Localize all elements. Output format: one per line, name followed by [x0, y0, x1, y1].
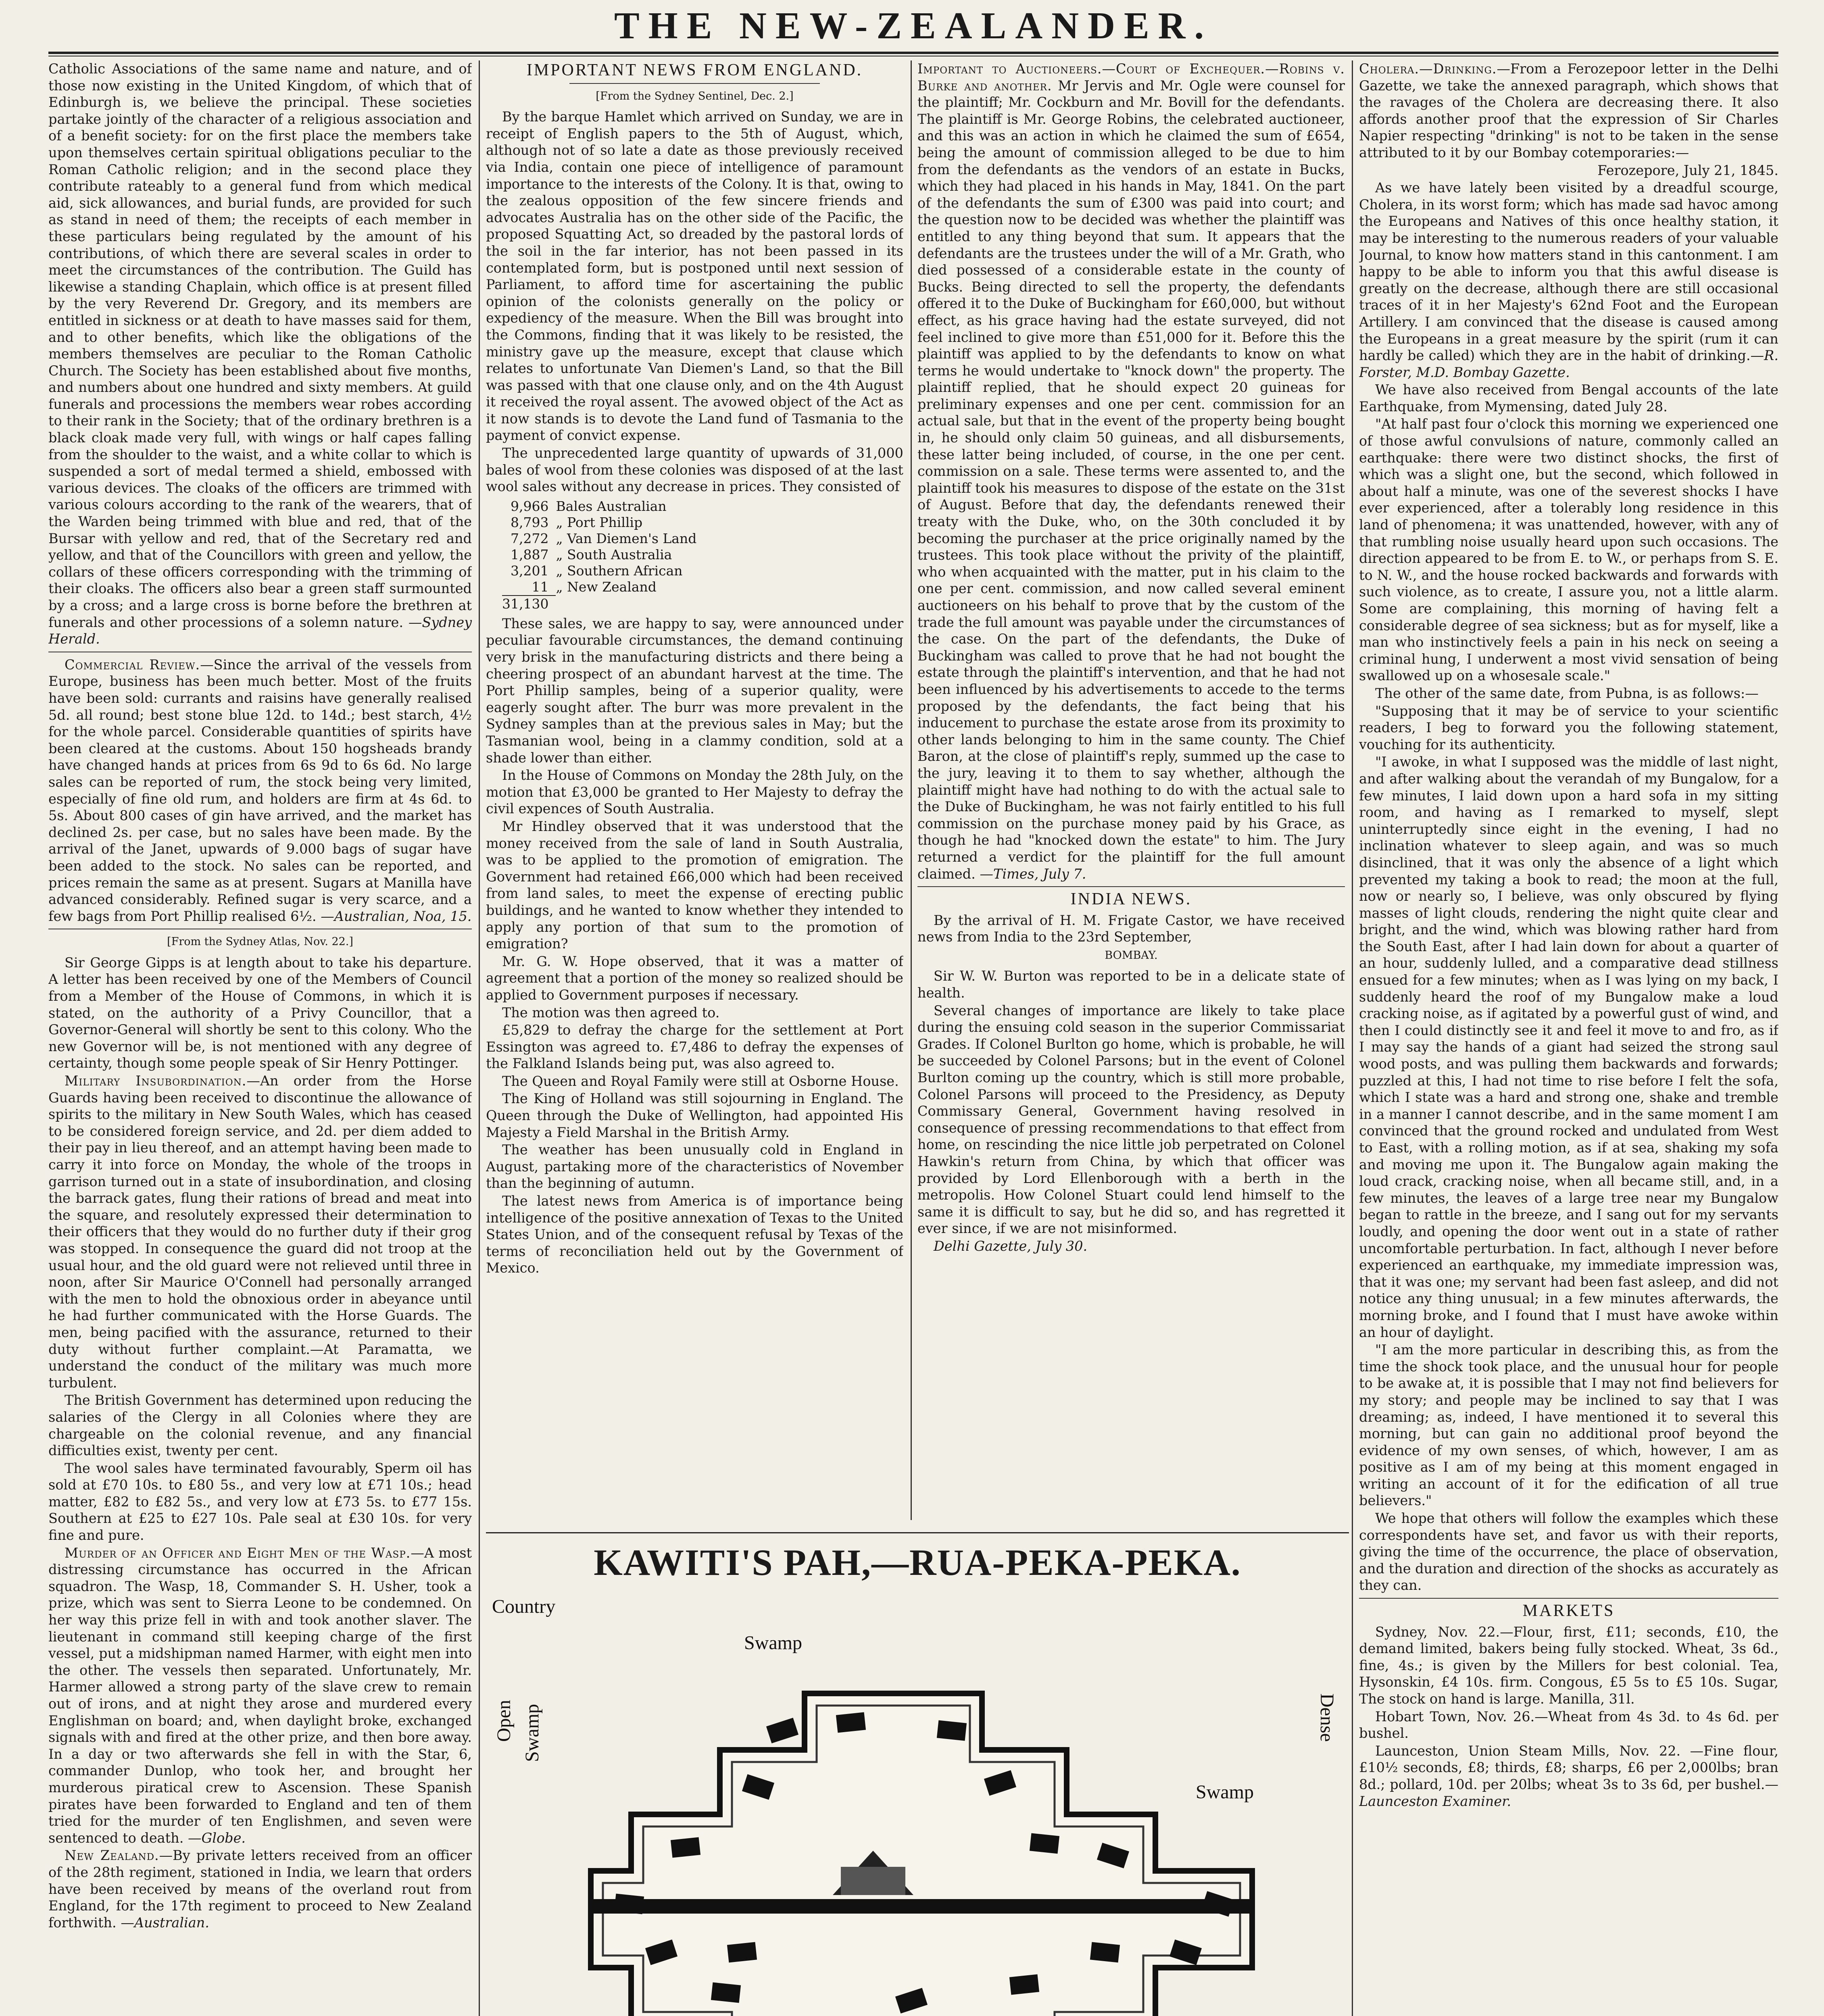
- paragraph: We hope that others will follow the examples which these correspondents have set, and favor us with their reports, giving the time of the occurrence, the place of observation, and the duration and direction of the shocks as accurately as they can.: [1359, 1510, 1778, 1593]
- india-news-heading: INDIA NEWS.: [1070, 890, 1192, 909]
- shelter-hole: [727, 1942, 757, 1962]
- shelter-hole: [836, 1712, 866, 1733]
- sales-count: 8,793: [510, 514, 549, 530]
- pah-plan-drawing: [486, 1589, 1349, 2016]
- shelter-hole: [937, 1720, 967, 1741]
- subheading-bombay: BOMBAY.: [1105, 949, 1158, 962]
- paragraph: The unprecedented large quantity of upwards of 31,000 bales of wool from these colonies was disposed of at the last wool sales without any decrease in prices. They consisted of: [486, 445, 903, 495]
- paragraph: By the arrival of H. M. Frigate Castor, we have received news from India to the 23rd September,: [917, 912, 1345, 945]
- markets-heading: MARKETS: [1522, 1602, 1615, 1620]
- sales-origin: „ Southern African: [556, 562, 683, 579]
- separator: [917, 886, 1345, 887]
- label-swamp: Swamp: [744, 1632, 802, 1654]
- paragraph: Mr. G. W. Hope observed, that it was a matter of agreement that a portion of the money so realized should be applied to Government purposes if necessary.: [486, 953, 903, 1003]
- separator: [1359, 1598, 1778, 1599]
- military-article: Military Insubordination.—An order from the Horse Guards having been received to discontinue the allowance of spirits to the military in New South Wales, which has ceased to be considered foreign service, and 2d. per diem added to their pay in lieu thereof, and an attempt having been made to carry it into force on Monday, the whole of the troops in garrison turned out in a state of insubordination, and closing the barrack gates, flung their rations of bread and meat into the square, and resolutely expressed their determination to their officers that they would do no further duty if their grog was stopped. In consequence the guard did not troop at the usual hour, and the old guard were not relieved until three in noon, after Sir Maurice O'Connell had personally arranged with the men to hold the obnoxious order in abeyance until he had further communicated with the Horse Guards. The men, being pacified with the assurance, returned to their duty without further complaint.—At Paramatta, we understand the conduct of the military was much more turbulent.: [48, 1073, 472, 1391]
- label-open: Open: [493, 1700, 515, 1742]
- paragraph: These sales, we are happy to say, were announced under peculiar favourable circumstances, the demand continuing very brisk in the manufacturing districts and there being a cheering prospect of an abundant harvest at the time. The Port Phillip samples, being of a superior quality, were eagerly sought after. The burr was more prevalent in the Sydney samples than at the previous sales in May; but the Tasmanian wool, being in a clammy condition, sold at a shade lower than either.: [486, 615, 903, 766]
- sales-row: [502, 579, 704, 596]
- source-line: [From the Sydney Atlas, Nov. 22.]: [167, 935, 353, 948]
- paragraph: The King of Holland was still sojourning in England. The Queen through the Duke of Wellington, had appointed His Majesty a Field Marshal in the British Army.: [486, 1091, 903, 1140]
- paragraph: Sir W. W. Burton was reported to be in a delicate state of health.: [917, 968, 1345, 1001]
- sales-row: [502, 547, 704, 563]
- wool-article: The wool sales have terminated favourably, Sperm oil has sold at £70 10s. to £80 5s., and very low at £71 10s.; head matter, £82 to £82 5s., and very low at £73 5s. to £77 15s. Southern at £25 to £27 10s. Pale seal at £30 10s. for very fine and pure.: [48, 1460, 472, 1543]
- paragraph: We have also received from Bengal accounts of the late Earthquake, from Mymensing, dated July 28.: [1359, 382, 1778, 414]
- gipps-article: Sir George Gipps is at length about to take his departure. A letter has been received by one of the Members of Council from a Member of the House of Commons, in which it is stated, on the authority of a Privy Councillor, that a Governor-General will shortly be sent to this colony. Who the new Governor will be, is not mentioned with any degree of certainty, though some people speak of Sir Henry Pottinger.: [48, 954, 472, 1071]
- paragraph: The weather has been unusually cold in England in August, partaking more of the characteristics of November than the beginning of autumn.: [486, 1142, 903, 1191]
- sales-count: 11: [532, 579, 549, 595]
- column-1: [48, 60, 472, 2016]
- paragraph: As we have lately been visited by a dreadful scourge, Cholera, in its worst form; which has made sad havoc among the Europeans and Natives of this once healthy station, it may be interesting to the numerous readers of your valuable Journal, to know how matters stand in this cantonment. I am happy to be able to inform you that this awful disease is greatly on the decrease, although there are still occasional traces of it in her Majesty's 62nd Foot and the European Artillery. I am convinced that the disease is caused among the Europeans in a great measure by the spirit (rum it can hardly be called) which they are in the habit of drinking.—R. Forster, M.D. Bombay Gazette.: [1359, 180, 1778, 380]
- shelter-hole: [766, 1718, 798, 1743]
- shelter-hole: [1090, 1942, 1120, 1962]
- sales-count: 1,887: [510, 546, 549, 562]
- shelter-hole: [671, 1837, 700, 1858]
- guild-article: Catholic Associations of the same name and nature, and of those now existing in the United Kingdom, of which that of Edinburgh is, we believe the principal. These societies partake jointly of the character of a religious association and of a benefit society: for on the first place the members take upon themselves certain spiritual obligations peculiar to the Roman Catholic religion; and in the second place they contribute rateably to a general fund from which medical aid, sick allowances, and burial funds, are provided for such as stand in need of them; the receipts of each member in these particulars being regulated by the amount of his contributions, of which there are several scales in order to meet the circumstances of the contribution. The Guild has likewise a standing Chaplain, which office is at present filled by the very Reverend Dr. Gregory, and its members are entitled in sickness or at death to have masses said for them, and to other benefits, which like the obligations of the members themselves are peculiar to the Roman Catholic Church. The Society has been established about five months, and numbers about one hundred and sixty members. At guild funerals and processions the members wear robes according to their rank in the Society; that of the ordinary brethren is a black cloak made very full, with wings or half capes falling from the shoulder to the waist, and a white collar to which is suspended a sort of medal termed a shield, embossed with various devices. The cloaks of the officers are trimmed with various colours according to the rank of the wearers, that of the Warden being trimmed with blue and red, that of the Bursar with yellow and red, that of the Secretary red and yellow, and that of the Councillors with green and yellow, the collars of these officers corresponding with the trimming of their cloaks. The officers also bear a green staff surmounted by a cross; and a large cross is borne before the brethren at funerals and other processions of a solemn nature. —Sydney Herald.: [48, 61, 472, 647]
- paragraph: "At half past four o'clock this morning we experienced one of those awful convulsions of nature, commonly called an earthquake: there were two distinct shocks, the first of which was a slight one, but the second, which followed in about half a minute, was one of the severest shocks I have ever experienced, after a tolerably long residence in this land of phenomena; it was unattended, however, with any of that rumbling noise usually heard upon such occasions. The direction appeared to be from E. to W., or perhaps from S. E. to N. W., and the house rocked backwards and forwards with such violence, as to create, I assure you, not a little alarm. Some are complaining, this morning of having felt a considerable degree of sea sickness; but as for myself, like a man who instinctively feels a pain in his neck on seeing a criminal hung, I underwent a most vivid sensation of being swallowed up on a whosesale scale.": [1359, 416, 1778, 684]
- sales-origin: Bales Australian: [556, 498, 667, 514]
- sales-origin: „ Port Phillip: [556, 514, 643, 530]
- commercial-review: Commercial Review.—Since the arrival of the vessels from Europe, business has been much better. Most of the fruits have been sold: currants and raisins have generally realised 5d. all round; best stone blue 12d. to 14d.; best starch, 4½ for the whole parcel. Considerable quantities of spirits have been cleared at the customs. About 150 hogsheads brandy have changed hands at prices from 6s 9d to 6s 6d. No large sales can be reported of rum, the stock being very limited, especially of fine old rum, and holders are firm at 4s 6d. to 5s. About 800 cases of gin have arrived, and the market has declined 2s. per case, but no sales have been made. By the arrival of the Janet, upwards of 9.000 bags of sugar have been added to the stock. No sales can be reported, and prices remain the same as at present. Sugars at Manilla have advanced considerably. Refined sugar is very scarce, and a few bags from Port Phillip realised 6½. —Australian, Noa, 15.: [48, 656, 472, 924]
- sales-origin: „ Van Diemen's Land: [556, 530, 697, 546]
- paragraph: "I awoke, in what I supposed was the middle of last night, and after walking about the verandah of my Bungalow, for a few minutes, I laid down upon a hard sofa in my sitting room, and having as I remarked to myself, slept uninterruptedly since eight in the evening, I had no inclination whatever to sleep again, and was so much disinclined, that it was only the absence of a light which prevented my taking a book to read; the moon at the full, now or nearly so, I believe, was only obscured by flying masses of light clouds, rendering the night quite clear and bright, and the wind, which was blowing rather hard from the South East, after I had lain down for about a quarter of an hour, suddenly lulled, and a comparative dead stillness ensued for a few minutes; when as I was lying on my back, I suddenly heard the roof of my Bungalow make a loud cracking noise, as if agitated by a powerful gust of wind, and then I could distinctly see it and feel it move to and fro, as if I may say the hands of a giant had seized the strong saul wood posts, and was pulling them backwards and forwards; puzzled at this, I had not time to rise before I felt the sofa, which I state was a hard and strong one, shake and tremble in a manner I cannot describe, and in the same moment I am convinced that the ground rocked and undulated from West to East, with a rolling motion, as if at sea, shaking my sofa and moving me upon it. The Bungalow again making the loud crack, cracking noise, when all became still, and, in a few minutes, the leaves of a large tree near my Bungalow began to rattle in the breeze, and I sang out for my servants loudly, and opening the door went out in a state of rather uncomfortable perturbation. In fact, although I never before experienced an earthquake, my immediate impression was, that it was one; my servant had been fast asleep, and did not notice any thing unusual; in a few minutes afterwards, the morning broke, and I found that I must have awoke within an hour of daylight.: [1359, 754, 1778, 1340]
- market-line: Hobart Town, Nov. 26.—Wheat from 4s 3d. to 4s 6d. per bushel.: [1359, 1708, 1778, 1741]
- label-swamp: Swamp: [1196, 1781, 1254, 1803]
- auctioneers-article: Important to Auctioneers.—Court of Exchequer.—Robins v. Burke and another. Mr Jervis and Mr. Ogle were counsel for the plaintiff; Mr. Cockburn and Mr. Bovill for the defendants. The plaintiff is Mr. George Robins, the celebrated auctioneer, and this was an action in which he claimed the sum of £654, being the amount of commission alleged to be due to him from the defendants as the vendors of an estate in Bucks, which they had placed in his hands in May, 1841. On the part of the defendants the sum of £300 was paid into court; and the question now to be decided was whether the plaintiff was entitled to any thing beyond that sum. It appears that the defendants are the trustees under the will of a Mr. Grath, who died possessed of a considerable estate in the county of Bucks. Being directed to sell the property, the defendants offered it to the Duke of Buckingham for £60,000, but without effect, as his grace having had the estate surveyed, did not feel inclined to give more than £51,000 for it. Before this the plaintiff was applied to by the defendants to know on what terms he would undertake to "knock down" the property. The plaintiff replied, that he should expect 20 guineas for preliminary expenses and one per cent. commission for an actual sale, but that in the event of the property being bought in, he should only claim 50 guineas, and all disbursements, these latter being included, of course, in the one per cent. commission on a sale. These terms were assented to, and the plaintiff took his measures to dispose of the estate on the 31st of August. Before that day, the defendants renewed their treaty with the Duke, who, on the 30th concluded it by becoming the purchaser at the price originally named by the trustees. This took place without the privity of the plaintiff, who when acquainted with the matter, put in his claim to the one per cent. commission, and now called several eminent auctioneers on his behalf to prove that by the custom of the trade the full amount was payable under the circumstances of the case. On the part of the defendants, the Duke of Buckingham was called to prove that he had not bought the estate through the plaintiff's intervention, and that he had not been influenced by his advertisements to accede to the terms proposed by the defendants, the fact being that his inducement to purchase the estate arose from its proximity to other lands belonging to him in the same county. The Chief Baron, at the close of plaintiff's reply, summed up the case to the jury, leaving it to them to say whether, although the plaintiff might have had nothing to do with the actual sale to the Duke of Buckingham, he was not fairly entitled to his full commission on the purchase money paid by his Grace, as though he had "knocked down the estate" to him. The Jury returned a verdict for the plaintiff for the full amount claimed. —Times, July 7.: [917, 61, 1345, 882]
- masthead: THE NEW-ZEALANDER.: [614, 5, 1213, 47]
- wool-sales-table: [502, 498, 704, 612]
- sales-row: [502, 514, 704, 531]
- source-line: Delhi Gazette, July 30.: [934, 1238, 1088, 1254]
- market-line: Sydney, Nov. 22.—Flour, first, £11; seconds, £10, the demand limited, bakers being fully stocked. Wheat, 3s 6d., fine, 4s.; is given by the Millers for best colonial. Tea, Hysonskin, £4 10s. firm. Congous, £5 5s to £5 10s. Sugar, The stock on hand is large. Manilla, 31l.: [1359, 1624, 1778, 1707]
- tribe-division-line: [591, 1899, 1252, 1914]
- sales-origin: „ South Australia: [556, 546, 672, 562]
- shelter-hole: [711, 1982, 741, 2003]
- nz-article: New Zealand.—By private letters received from an officer of the 28th regiment, stationed in India, we learn that orders have been received by means of the overland rout from England, for the 17th regiment to proceed to New Zealand forthwith. —Australian.: [48, 1847, 472, 1931]
- paragraph: £5,829 to defray the charge for the settlement at Port Essington was agreed to. £7,486 to defray the expenses of the Falkland Islands being put, was also agreed to.: [486, 1022, 903, 1072]
- dateline: Ferozepore, July 21, 1845.: [1597, 162, 1778, 178]
- sales-row: [502, 498, 704, 514]
- masthead-rule-thick: [48, 52, 1778, 54]
- murder-article: Murder of an Officer and Eight Men of the Wasp.—A most distressing circumstance has occurred in the African squadron. The Wasp, 18, Commander S. H. Usher, took a prize, which was sent to Sierra Leone to be condemned. On her way this prize fell in with and took another slaver. The lieutenant in command still keeping charge of the first vessel, put a midshipman named Harmer, with eight men into the other. The vessels then separated. Unfortunately, Mr. Harmer allowed a strong party of the slave crew to remain out of irons, and at night they arose and murdered every Englishman on board; and, when daylight broke, exchanged signals with and fired at the other prize, and then bore away. In a day or two afterwards she fell in with the Star, 6, commander Dunlop, who took her, and brought her murderous piratical crew to Ascension. These Spanish pirates have been forwarded to England and ten of them tried for the murder of ten Englishmen, and seven were sentenced to death. —Globe.: [48, 1545, 472, 1846]
- shelter-hole: [1009, 1974, 1039, 1995]
- sales-total: 31,130: [502, 596, 556, 612]
- source-line: [From the Sydney Sentinel, Dec. 2.]: [596, 90, 794, 102]
- plan-title: KAWITI'S PAH,—RUA-PEKA-PEKA.: [594, 1542, 1241, 1583]
- sales-row: [502, 531, 704, 547]
- sales-count: 3,201: [510, 562, 549, 579]
- paragraph: By the barque Hamlet which arrived on Sunday, we are in receipt of English papers to the 5th of August, which, although not of so late a date as those previously received via India, contain one piece of intelligence of paramount importance to the interests of the Colony. It is that, owing to the zealous opposition of the few sincere friends and advocates Australia has on the other side of the Pacific, the proposed Squatting Act, so dreaded by the pastoral lords of the soil in the far interior, has not been passed in its contemplated form, but is postponed until next session of Parliament, to afford time for ascertaining the public opinion of the colonists generally on the policy or expediency of the measure. When the Bill was brought into the Commons, finding that it was likely to be resisted, the ministry gave up the measure, except that clause which relates to unfortunate Van Diemen's Land, so that the Bill was passed with that one clause only, and on the 4th August it received the royal assent. The avowed object of the Act as it now stands is to devote the Land fund of Tasmania to the payment of convict expense.: [486, 109, 903, 444]
- sales-count: 7,272: [510, 530, 549, 546]
- article-heading: IMPORTANT NEWS FROM ENGLAND.: [526, 61, 863, 79]
- column-rule: [479, 60, 480, 2016]
- paragraph: The latest news from America is of importance being intelligence of the positive annexation of Texas to the United States Union, and of the consequent refusal by Texas of the terms of reconciliation held out by the Government of Mexico.: [486, 1193, 903, 1276]
- column-4: [1359, 60, 1778, 2016]
- paragraph: In the House of Commons on Monday the 28th July, on the motion that £3,000 be granted to Her Majesty to defray the civil expences of South Australia.: [486, 767, 903, 817]
- shelter-hole: [614, 1893, 644, 1914]
- market-line: Launceston, Union Steam Mills, Nov. 22. —Fine flour, £10½ seconds, £8; thirds, £8; sharps, £6 per 2,000lbs; bran 8d.; pollard, 10d. per 20lbs; wheat 3s to 3s 6d, per bushel.—Launceston Examiner.: [1359, 1743, 1778, 1809]
- shelter-hole: [1030, 1833, 1059, 1854]
- sales-row: [502, 563, 704, 579]
- sales-origin: „ New Zealand: [556, 579, 657, 595]
- sales-count: 9,966: [510, 498, 549, 514]
- paragraph: The Queen and Royal Family were still at Osborne House.: [502, 1073, 899, 1089]
- paragraph: The motion was then agreed to.: [502, 1004, 720, 1020]
- label-dense: Dense: [1316, 1693, 1338, 1742]
- paragraph: "I am the more particular in describing this, as from the time the shock took place, and the unusual hour for people to be awake at, it is possible that I may not find believers for my story; and people may be inclined to say that I was dreaming; as, indeed, I have mentioned it to several this morning, but can gain no additional proof beyond the evidence of my own senses, of which, however, I am as positive as I am of my being at this moment engaged in writing an account of it for the edification of all true believers.": [1359, 1342, 1778, 1509]
- label-swamp: Swamp: [521, 1704, 543, 1762]
- separator: [569, 83, 820, 84]
- paragraph: Several changes of importance are likely to take place during the ensuing cold season in the superior Commissariat Grades. If Colonel Burlton go home, which is probable, he will be succeeded by Colonel Parsons; but in the event of Colonel Burlton coming up the country, which is still more probable, Colonel Parsons will proceed to the Presidency, as Deputy Commissary General, Government having resolved in consequence of pressing recommendations to that effect from home, on rescinding the nice little job perpetrated on Colonel Hawkin's return from China, by which that officer was provided by Lord Ellenborough with a berth in the metropolis. How Colonel Stuart could lend himself to the same it is difficult to say, but he did so, and has regretted it ever since, if we are not misinformed.: [917, 1002, 1345, 1237]
- paragraph: The other of the same date, from Pubna, is as follows:—: [1375, 685, 1759, 701]
- paragraph: "Supposing that it may be of service to your scientific readers, I beg to forward you the following statement, vouching for its authenticity.: [1359, 703, 1778, 752]
- label-country: Country: [492, 1596, 556, 1617]
- paragraph: Mr Hindley observed that it was understood that the money received from the sale of land in South Australia, was to be applied to the promotion of emigration. The Government had retained £66,000 which had been received from land sales, to meet the expense of erecting public buildings, and he wanted to know whether they intended to apply any portion of that sum to the promotion of emigration?: [486, 818, 903, 952]
- separator: [486, 1532, 1349, 1533]
- column-rule: [911, 60, 912, 1520]
- column-rule: [1352, 60, 1353, 2016]
- column-2: [486, 60, 903, 1520]
- cholera-article: Cholera.—Drinking.—From a Ferozepoor letter in the Delhi Gazette, we take the annexed paragraph, which shows that the ravages of the Cholera are decreasing there. It also affords another proof that the expression of Sir Charles Napier respecting "drinking" is not to be taken in the sense attributed to it by our Bombay cotemporaries:—: [1359, 61, 1778, 160]
- clergy-article: The British Government has determined upon reducing the salaries of the Clergy in all Colonies where they are chargeable on the colonial revenue, and any financial difficulties exist, twenty per cent.: [48, 1392, 472, 1459]
- pah-illustration: [486, 1532, 1349, 2016]
- column-3: [917, 60, 1345, 1520]
